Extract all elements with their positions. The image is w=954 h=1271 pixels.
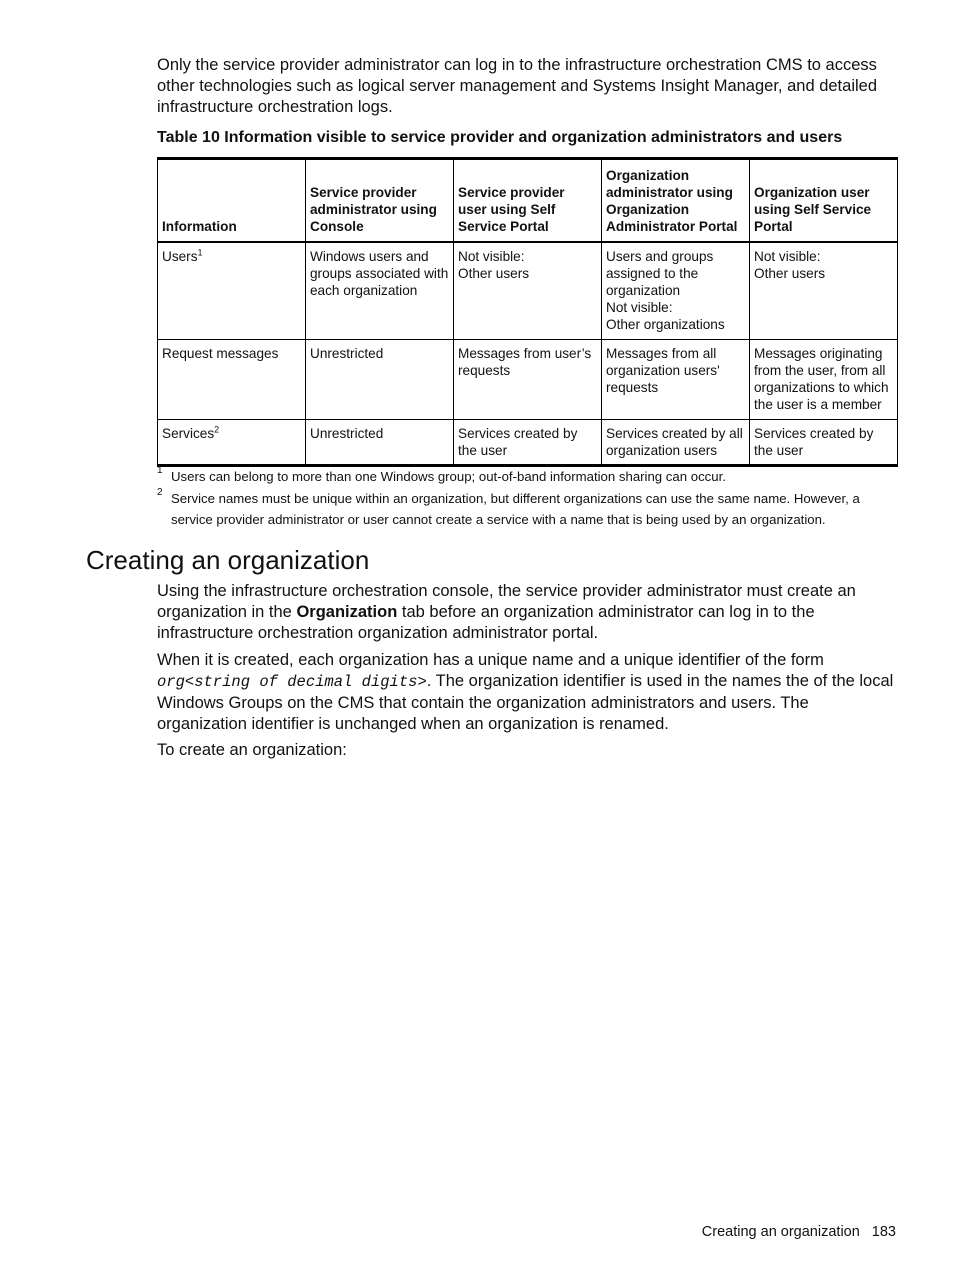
table-cell: Users and groups assigned to the organization Not visible: Other organizations [602, 242, 750, 339]
header-org-user: Organization user using Self Service Portal [750, 159, 898, 243]
table-row [158, 242, 898, 339]
table-cell: Not visible: Other users [454, 242, 602, 339]
table-header-row [158, 159, 898, 243]
section-heading: Creating an organization [86, 545, 370, 575]
information-visibility-table [157, 157, 898, 467]
table-cell: Windows users and groups associated with each organization [306, 242, 454, 339]
table-cell: Services created by all organization users [602, 419, 750, 465]
footnote-2: 2 Service names must be unique within an organization, but different organizations can use the same name. However, a service provider administrator or user cannot create a service with a name that is being used by an organization. [157, 487, 860, 527]
table-cell: Services created by the user [454, 419, 602, 465]
footnote-ref: 2 [214, 423, 220, 434]
page-number: 183 [871, 1224, 896, 1240]
intro-paragraph: Only the service provider administrator can log in to the infrastructure orchestration CMS to access other technologies such as logical server management and Systems Insight Manager, and detailed infrastructure orchestration logs. [157, 56, 878, 116]
header-sp-user: Service provider user using Self Service Portal [454, 159, 602, 243]
table-cell: Unrestricted [306, 419, 454, 465]
paragraph-to-create: To create an organization: [157, 741, 347, 759]
table-cell: Unrestricted [306, 339, 454, 419]
paragraph-create-org: Using the infrastructure orchestration console, the service provider administrator must create an organization in the Organization tab before an organization administrator can log in to the infrastructure orchestration organization administrator portal. [157, 582, 856, 642]
table-cell: Services created by the user [750, 419, 898, 465]
row-label: Users$^1$ [158, 242, 306, 339]
header-information: Information [158, 159, 306, 243]
header-sp-admin: Service provider administrator using Console [306, 159, 454, 243]
footnote-1: 1 Users can belong to more than one Windows group; out-of-band information sharing can occur. [157, 465, 726, 484]
table-cell: Messages from all organization users' requests [602, 339, 750, 419]
table-row [158, 419, 898, 465]
table-row [158, 339, 898, 419]
footer-label: Creating an organization [701, 1224, 860, 1240]
org-identifier-format: org<string of decimal digits> [157, 673, 427, 691]
header-org-admin: Organization administrator using Organization Administrator Portal [602, 159, 750, 243]
table-cell: Messages originating from the user, from all organizations to which the user is a member [750, 339, 898, 419]
table-cell: Not visible: Other users [750, 242, 898, 339]
footnote-ref: 1 [197, 247, 203, 258]
paragraph-identifier: When it is created, each organization has a unique name and a unique identifier of the form org<string of decimal digits>. The organization identifier is used in the names the of the local Windows Groups on the CMS that contain the organization administrators and users. The organization identifier is unchanged when an organization is renamed. [157, 651, 894, 733]
organization-tab-label: Organization [296, 603, 398, 621]
row-label: Services$^2$ [158, 419, 306, 465]
row-label: Request messages [158, 339, 306, 419]
page-footer [702, 1222, 896, 1242]
table-cell: Messages from user’s requests [454, 339, 602, 419]
table-caption: Table 10 Information visible to service provider and organization administrators and users [157, 129, 843, 146]
